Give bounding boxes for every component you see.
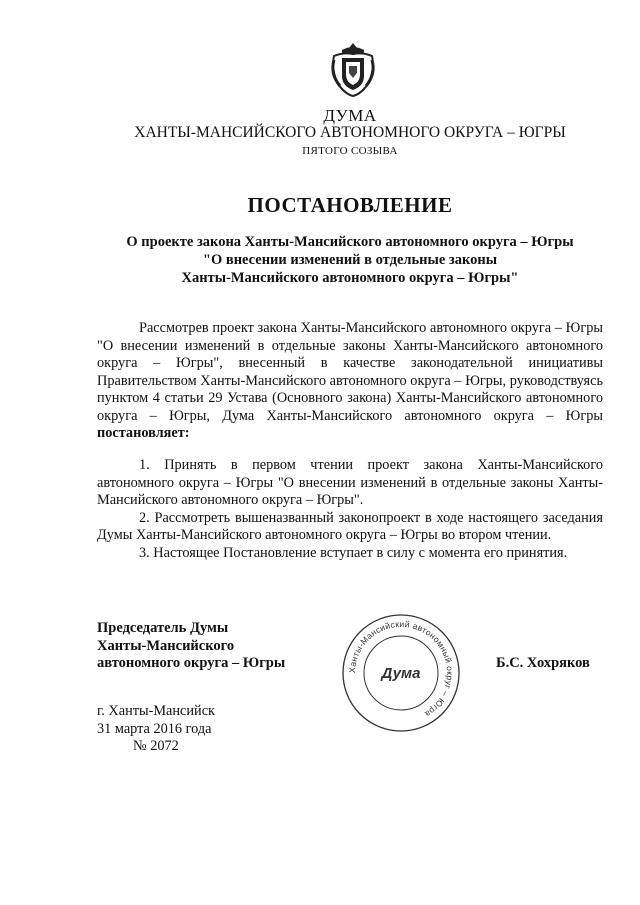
- preamble-text: Рассмотрев проект закона Ханты-Мансийского автономного округа – Югры "О внесении изменений в отдельные законы Ханты-Мансийского автономного округа – Югры", внесенный в качестве законодательной инициативы Правительством Ханты-Мансийского автономного округа – Югры, руководствуясь пунктом 4 статьи 29 Устава (Основного закона) Ханты-Мансийского автономного округа – Югры, Дума Ханты-Мансийского автономного округа – Югры: [97, 320, 603, 424]
- stamp-center-text: Дума: [381, 665, 421, 682]
- list-item: 1. Принять в первом чтении проект закона Ханты-Мансийского автономного округа – Югры "О внесении изменений в отдельные законы Ханты-Мансийского автономного округа – Югры".: [97, 457, 603, 508]
- subject-line: Ханты-Мансийского автономного округа – Югры": [181, 270, 519, 286]
- preamble: [97, 320, 603, 443]
- subject-line: "О внесении изменений в отдельные законы: [202, 252, 498, 268]
- signer-title-line: Ханты-Мансийского: [97, 637, 235, 654]
- list-item: 2. Рассмотреть вышеназванный законопроект в ходе настоящего заседания Думы Ханты-Мансийского автономного округа – Югры во втором чтении.: [97, 509, 603, 543]
- convocation: ПЯТОГО СОЗЫВА: [302, 145, 398, 157]
- signer-title: [97, 620, 285, 673]
- resolves-word: постановляет:: [97, 425, 190, 441]
- stamp-ring-text: Ханты-Мансийский автономный округ – Югра: [346, 618, 456, 720]
- place: г. Ханты-Мансийск: [97, 703, 215, 719]
- region-name: ХАНТЫ-МАНСИЙСКОГО АВТОНОМНОГО ОКРУГА – ЮГРЫ: [134, 124, 566, 141]
- document-number: № 2072: [133, 738, 179, 754]
- list-item: 3. Настоящее Постановление вступает в силу с момента его принятия.: [139, 544, 568, 561]
- resolution-items: [97, 457, 603, 562]
- signer-title-line: Председатель Думы: [97, 620, 229, 636]
- document-footer: [97, 703, 215, 756]
- signer-name: Б.С. Хохряков: [496, 655, 590, 671]
- seal-stamp-icon: [338, 610, 464, 736]
- org-name: ДУМА: [323, 106, 377, 125]
- document-type: ПОСТАНОВЛЕНИЕ: [247, 193, 453, 217]
- signer-title-line: автономного округа – Югры: [97, 655, 286, 671]
- document-subject: [60, 233, 640, 287]
- subject-line: О проекте закона Ханты-Мансийского автономного округа – Югры: [126, 234, 574, 250]
- coat-of-arms-icon: [328, 40, 378, 98]
- date: 31 марта 2016 года: [97, 720, 212, 737]
